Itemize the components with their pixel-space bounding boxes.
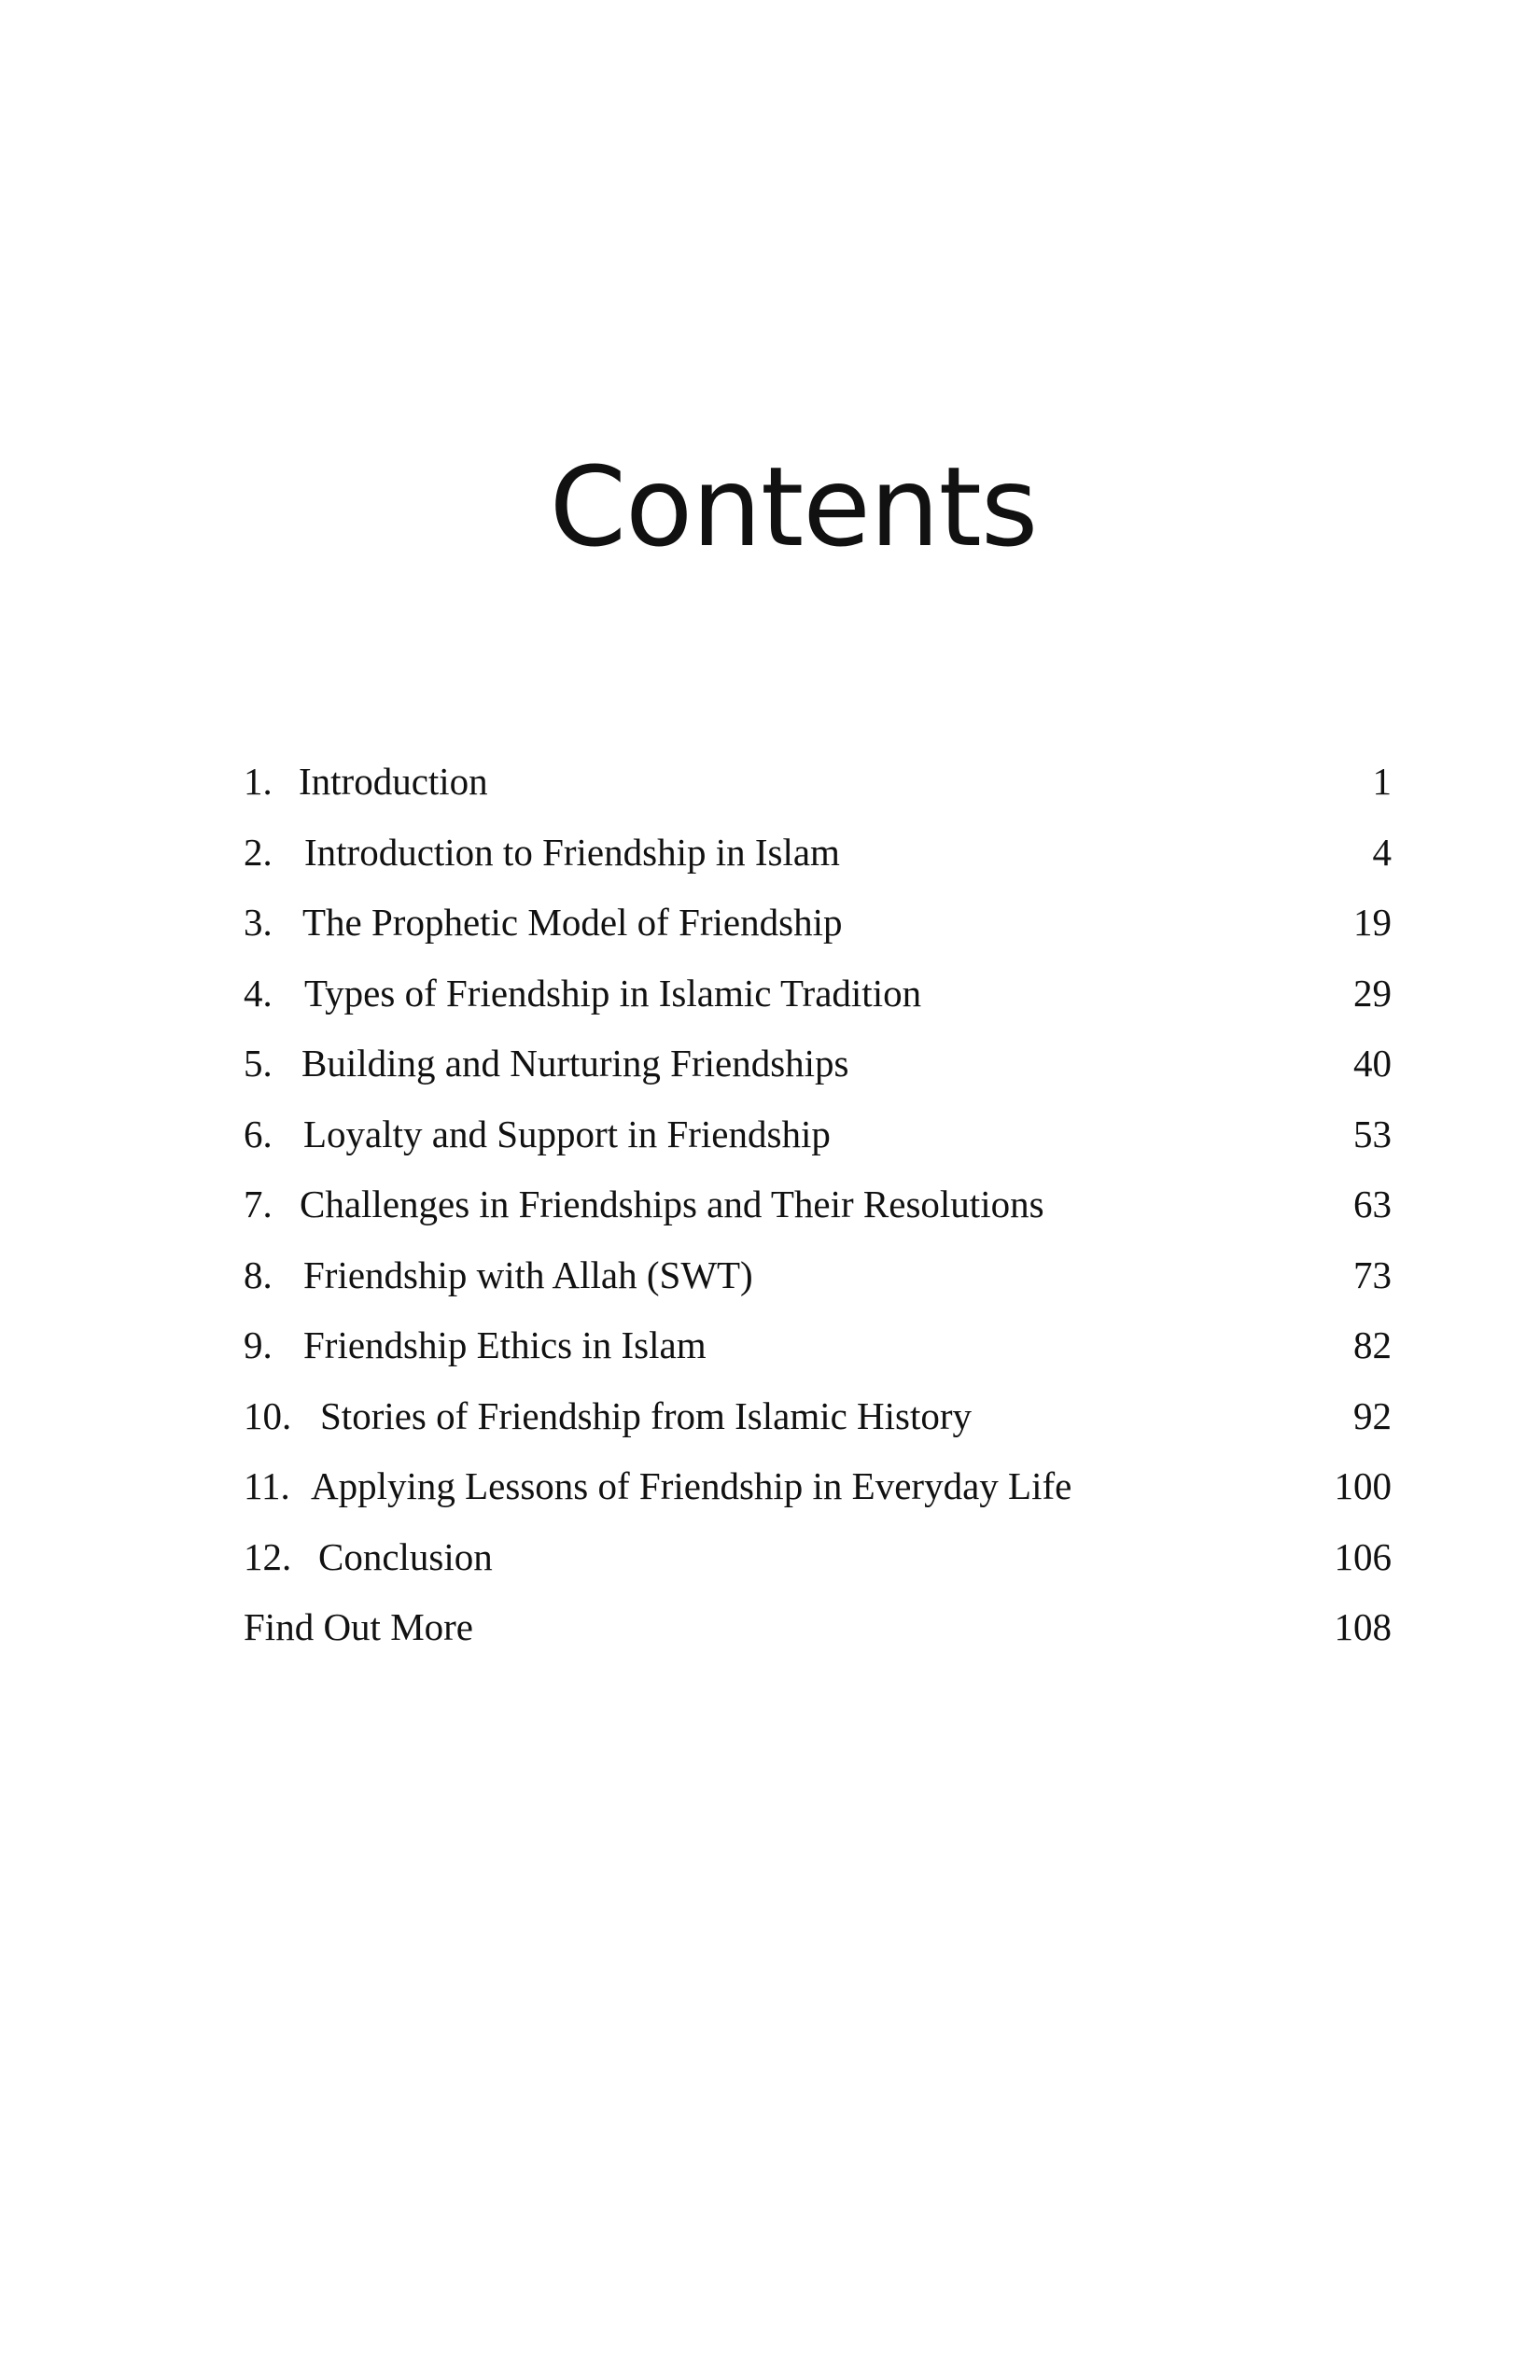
toc-entry[interactable] (244, 818, 1392, 889)
toc-entry-title: Introduction (299, 760, 488, 804)
toc-entry-page: 53 (1353, 1112, 1392, 1155)
toc-entry-number: 5. (244, 1042, 273, 1085)
toc-entry-title: Find Out More (244, 1605, 473, 1649)
toc-entry[interactable] (244, 1381, 1392, 1452)
toc-entry-number: 2. (244, 830, 273, 874)
toc-entry-page: 29 (1353, 971, 1392, 1015)
toc-entry-page: 73 (1353, 1253, 1392, 1296)
toc-entry-page: 92 (1353, 1393, 1392, 1437)
toc-entry[interactable] (244, 1169, 1392, 1240)
toc-entry-number: 9. (244, 1323, 273, 1367)
toc-entry-page: 4 (1372, 830, 1392, 874)
toc-entry-number: 12. (244, 1534, 292, 1578)
toc-entry[interactable] (244, 1522, 1392, 1593)
toc-entry[interactable] (244, 1451, 1392, 1522)
toc-entry-number: 3. (244, 901, 273, 945)
toc-entry-page: 82 (1353, 1323, 1392, 1367)
toc-entry-title: Friendship with Allah (SWT) (303, 1253, 753, 1296)
toc-entry-number: 4. (244, 971, 273, 1015)
toc-entry-number: 6. (244, 1112, 273, 1155)
toc-entry-title: Building and Nurturing Friendships (301, 1042, 849, 1085)
toc-entry[interactable] (244, 1099, 1392, 1170)
toc-entry[interactable] (244, 1592, 1392, 1663)
toc-entry-page: 19 (1353, 901, 1392, 945)
toc-entry-title: Challenges in Friendships and Their Resolutions (300, 1183, 1044, 1226)
toc-entry-page: 1 (1372, 760, 1392, 804)
toc-entry-number: 11. (244, 1464, 290, 1508)
toc-entry-title: Conclusion (318, 1534, 493, 1578)
toc-entry-number: 7. (244, 1183, 273, 1226)
page-title: Contents (549, 442, 1038, 572)
toc-entry-page: 40 (1353, 1042, 1392, 1085)
toc-entry[interactable] (244, 747, 1392, 818)
toc-entry[interactable] (244, 1310, 1392, 1381)
toc-entry[interactable] (244, 959, 1392, 1029)
toc-entry-page: 108 (1334, 1605, 1392, 1649)
toc-entry-title: Stories of Friendship from Islamic History (320, 1393, 973, 1437)
toc-entry-title: The Prophetic Model of Friendship (302, 901, 843, 945)
toc-entry-title: Types of Friendship in Islamic Tradition (304, 971, 922, 1015)
toc-entry-page: 100 (1334, 1464, 1392, 1508)
table-of-contents (244, 747, 1392, 1663)
toc-entry-title: Introduction to Friendship in Islam (304, 830, 840, 874)
toc-entry[interactable] (244, 1240, 1392, 1311)
toc-entry[interactable] (244, 888, 1392, 959)
toc-entry-number: 1. (244, 760, 273, 804)
toc-entry-number: 8. (244, 1253, 273, 1296)
toc-entry-title: Friendship Ethics in Islam (303, 1323, 707, 1367)
toc-entry-page: 106 (1334, 1534, 1392, 1578)
toc-entry[interactable] (244, 1029, 1392, 1099)
toc-entry-title: Loyalty and Support in Friendship (303, 1112, 831, 1155)
toc-entry-number: 10. (244, 1393, 292, 1437)
toc-entry-page: 63 (1353, 1183, 1392, 1226)
toc-entry-title: Applying Lessons of Friendship in Everyday Life (311, 1464, 1072, 1508)
